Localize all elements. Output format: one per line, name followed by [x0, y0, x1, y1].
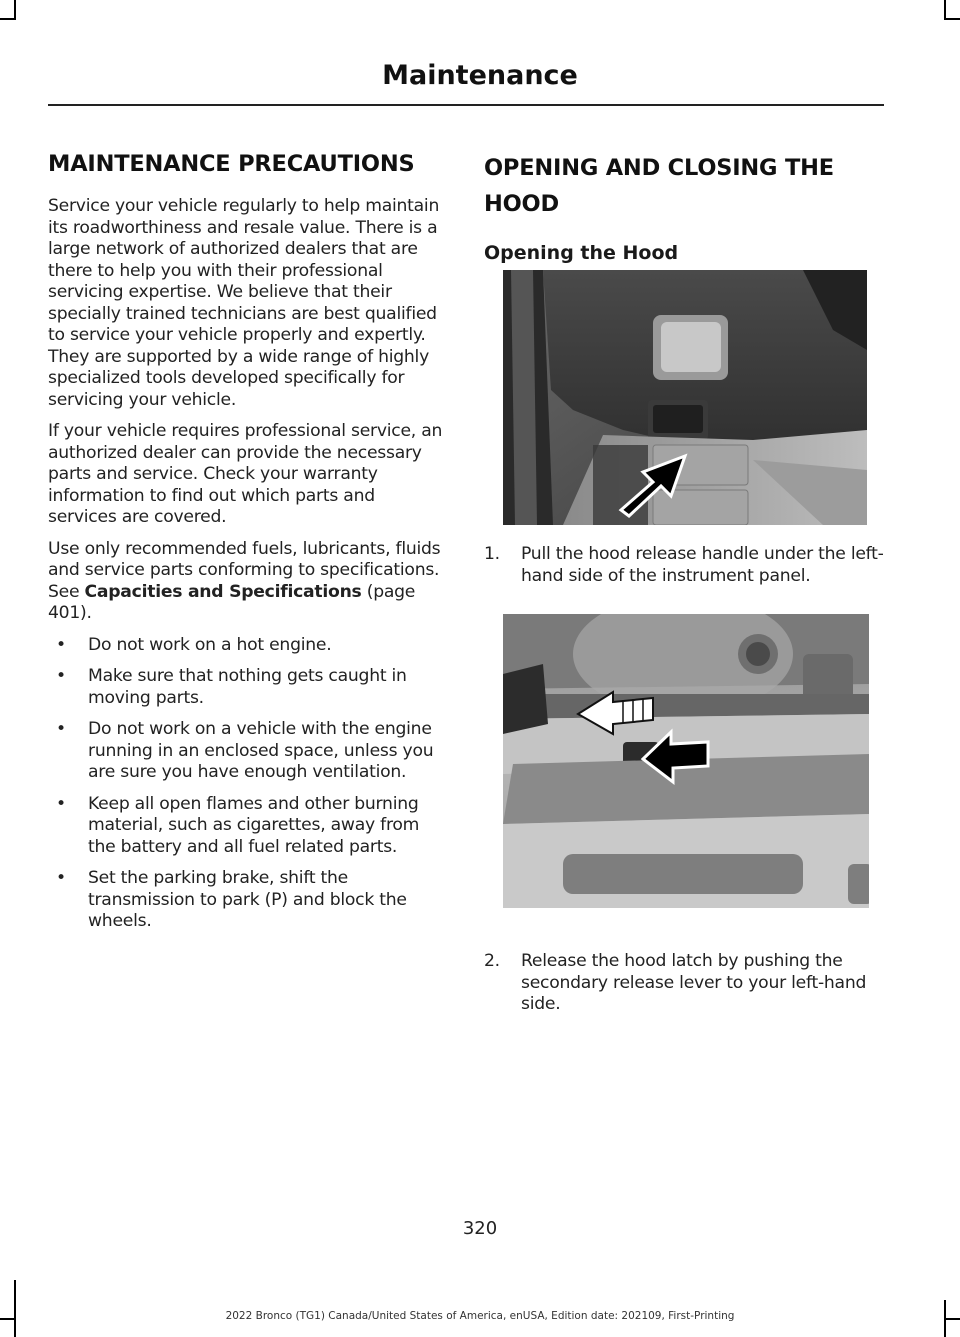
paragraph: If your vehicle requires professional service, an authorized dealer can provide the necessary parts and service. Check your warranty information to find out which parts and services are covered. [48, 421, 443, 527]
paragraph: Service your vehicle regularly to help maintain its roadworthiness and resale value. There is a large network of authorized dealers that are there to help you with their professional servicing expertise. We believe that their specially trained technicians are best qualified to service your vehicle properly and expertly. They are supported by a wide range of highly specialized tools developed specifically for servicing your vehicle. [48, 196, 440, 410]
subheading-opening-hood: Opening the Hood [484, 242, 679, 264]
bullet-icon: • [56, 793, 66, 814]
bullet-icon: • [56, 666, 66, 686]
list-item [48, 635, 448, 657]
step-1 [484, 544, 886, 587]
list-item-text: Do not work on a hot engine. [88, 634, 332, 655]
step-text: Release the hood latch by pushing the secondary release lever to your left-hand side. [521, 951, 867, 1014]
step-number: 1. [484, 544, 500, 564]
bullet-icon: • [56, 868, 66, 888]
crop-mark [944, 0, 946, 20]
crop-mark [14, 0, 16, 20]
paragraph [48, 539, 448, 625]
bullet-icon: • [56, 719, 66, 739]
paragraph-text: Use only recommended fuels, lubricants, fluids and service parts conforming to specifications. See [48, 538, 441, 602]
step-number: 2. [484, 951, 500, 971]
list-item [48, 719, 448, 784]
section-heading-precautions: MAINTENANCE PRECAUTIONS [48, 151, 415, 177]
step-2 [484, 951, 886, 1016]
list-item-text: Do not work on a vehicle with the engine running in an enclosed space, unless you are sure you have enough ventilation. [88, 719, 434, 782]
right-column [484, 150, 884, 284]
bullet-icon: • [56, 634, 66, 655]
crop-mark [0, 18, 16, 20]
list-item-text: Set the parking brake, shift the transmission to park (P) and block the wheels. [88, 868, 407, 931]
step-text: Pull the hood release handle under the left-hand side of the instrument panel. [521, 544, 884, 586]
list-item-text: Make sure that nothing gets caught in moving parts. [88, 666, 407, 708]
secondary-release-lever-illustration [503, 614, 869, 908]
left-column [48, 150, 448, 943]
hood-release-handle-illustration [503, 270, 867, 525]
header-divider [48, 104, 884, 106]
crop-mark [14, 1280, 16, 1337]
list-item [48, 666, 448, 709]
list-item-text: Keep all open flames and other burning material, such as cigarettes, away from the battery and all fuel related parts. [88, 793, 420, 857]
page-header-title: Maintenance [382, 60, 578, 91]
list-item [48, 868, 448, 933]
page-footer: 2022 Bronco (TG1) Canada/United States of America, enUSA, Edition date: 202109, First-Printing [225, 1310, 735, 1322]
page-number: 320 [462, 1218, 498, 1239]
list-item [48, 794, 448, 859]
precautions-list [48, 635, 448, 933]
crop-mark [944, 18, 960, 20]
section-heading-hood: OPENING AND CLOSING THE HOOD [484, 155, 834, 217]
paragraph-text: (page 401). [48, 581, 416, 623]
cross-reference-link[interactable]: Capacities and Specifications [84, 581, 362, 602]
